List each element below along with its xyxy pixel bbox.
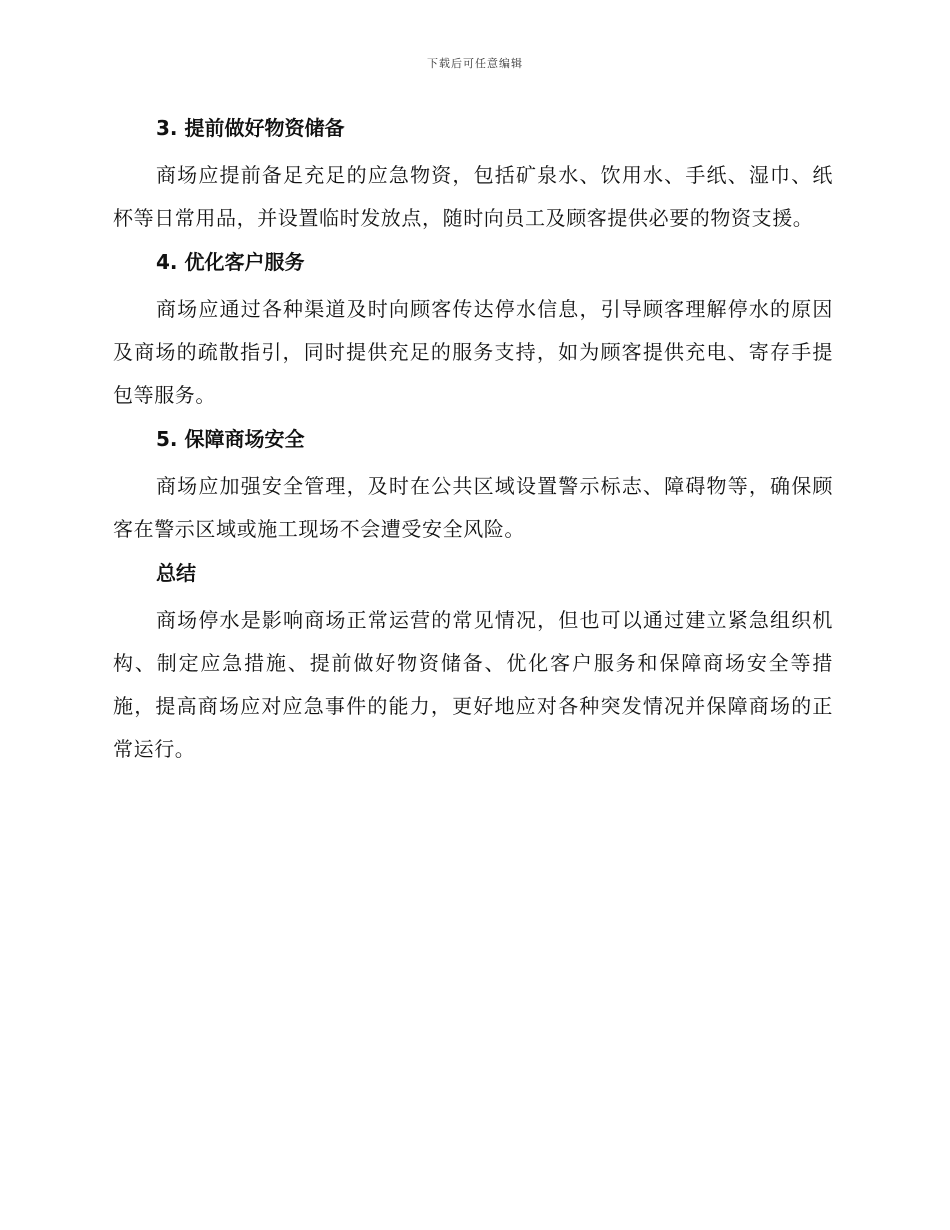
header-note: 下载后可任意编辑 xyxy=(427,57,523,70)
section-heading: 3. 提前做好物资储备 xyxy=(156,116,345,140)
section-paragraph: 商场应加强安全管理，及时在公共区域设置警示标志、障碍物等，确保顾客在警示区域或施工现场不会遭受安全风险。 xyxy=(113,474,833,541)
document-content xyxy=(113,112,833,777)
section-paragraph: 商场应通过各种渠道及时向顾客传达停水信息，引导顾客理解停水的原因及商场的疏散指引，同时提供充足的服务支持，如为顾客提供充电、寄存手提包等服务。 xyxy=(113,297,833,407)
section-paragraph: 商场停水是影响商场正常运营的常见情况，但也可以通过建立紧急组织机构、制定应急措施、提前做好物资储备、优化客户服务和保障商场安全等措施，提高商场应对应急事件的能力，更好地应对各种突发情况并保障商场的正常运行。 xyxy=(113,608,833,761)
section-summary xyxy=(113,557,833,771)
section-material-reserve xyxy=(113,112,833,240)
section-heading: 总结 xyxy=(156,561,196,585)
section-mall-safety xyxy=(113,423,833,551)
section-heading: 4. 优化客户服务 xyxy=(156,250,305,274)
section-customer-service xyxy=(113,246,833,417)
section-paragraph: 商场应提前备足充足的应急物资，包括矿泉水、饮用水、手纸、湿巾、纸杯等日常用品，并设置临时发放点，随时向员工及顾客提供必要的物资支援。 xyxy=(113,163,833,230)
section-heading: 5. 保障商场安全 xyxy=(156,427,305,451)
